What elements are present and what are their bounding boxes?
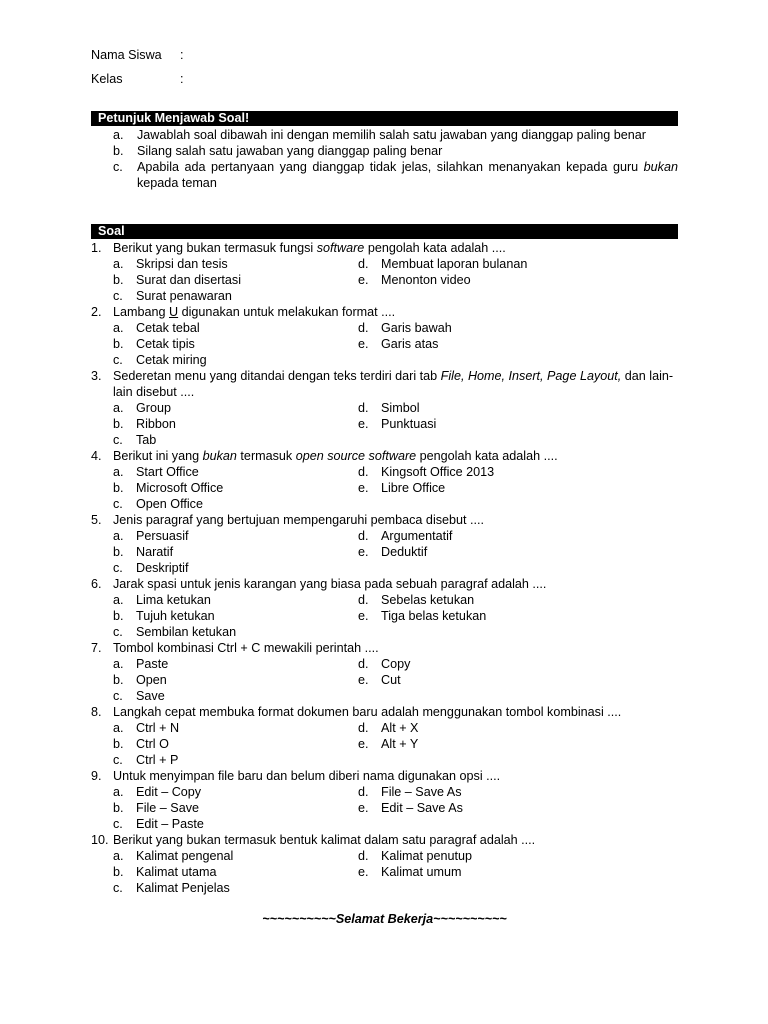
- option-text: Ctrl + P: [136, 753, 179, 767]
- option-e: [358, 416, 436, 432]
- option-row: [91, 336, 678, 352]
- option-text: Surat penawaran: [136, 289, 232, 303]
- question-2: [91, 304, 678, 368]
- question-text: [91, 240, 678, 256]
- option-letter: b.: [113, 865, 124, 879]
- instruction-letter: b.: [113, 144, 124, 158]
- option-letter: b.: [113, 673, 124, 687]
- option-row: [91, 496, 678, 512]
- option-text: Tab: [136, 433, 157, 447]
- question-number: 3.: [91, 369, 102, 383]
- question-text: [91, 368, 678, 400]
- option-letter: c.: [113, 289, 123, 303]
- option-e: [358, 736, 418, 752]
- option-e: [358, 480, 445, 496]
- option-letter: d.: [358, 593, 369, 607]
- option-text: Kalimat Penjelas: [136, 881, 230, 895]
- option-text: Garis bawah: [381, 321, 452, 335]
- instruction-text-segment: Silang salah satu jawaban yang dianggap paling benar: [137, 144, 443, 158]
- option-row: [91, 720, 678, 736]
- question-text-segment: digunakan untuk melakukan format ....: [178, 305, 396, 319]
- option-text: File – Save As: [381, 785, 462, 799]
- option-c: [113, 624, 236, 640]
- option-letter: a.: [113, 257, 124, 271]
- option-b: [113, 736, 169, 752]
- option-row: [91, 800, 678, 816]
- option-row: [91, 848, 678, 864]
- option-a: [113, 528, 189, 544]
- option-letter: d.: [358, 721, 369, 735]
- option-a: [113, 256, 228, 272]
- option-text: Save: [136, 689, 165, 703]
- option-c: [113, 752, 178, 768]
- option-d: [358, 720, 418, 736]
- question-text-segment: Berikut yang bukan termasuk bentuk kalimat dalam satu paragraf adalah ....: [113, 833, 536, 847]
- question-text-segment: pengolah kata adalah ....: [364, 241, 506, 255]
- option-letter: c.: [113, 689, 123, 703]
- question-text-segment: File, Home, Insert, Page Layout,: [440, 369, 622, 383]
- option-d: [358, 320, 452, 336]
- question-number: 8.: [91, 705, 102, 719]
- option-letter: a.: [113, 401, 124, 415]
- option-row: [91, 864, 678, 880]
- option-e: [358, 800, 463, 816]
- option-letter: c.: [113, 753, 123, 767]
- option-letter: b.: [113, 801, 124, 815]
- option-letter: e.: [358, 273, 369, 287]
- option-b: [113, 336, 195, 352]
- question-4: [91, 448, 678, 512]
- question-6: [91, 576, 678, 640]
- instruction-text-segment: Apabila ada pertanyaan yang dianggap tidak jelas, silahkan menanyakan kepada guru: [137, 160, 644, 174]
- option-letter: b.: [113, 545, 124, 559]
- option-d: [358, 656, 410, 672]
- question-text-segment: Berikut yang bukan termasuk fungsi: [113, 241, 317, 255]
- option-text: Cetak tebal: [136, 321, 200, 335]
- question-7: [91, 640, 678, 704]
- option-text: Open Office: [136, 497, 203, 511]
- option-c: [113, 352, 207, 368]
- option-text: Group: [136, 401, 172, 415]
- option-row: [91, 416, 678, 432]
- option-text: Open: [136, 673, 167, 687]
- option-a: [113, 464, 199, 480]
- option-c: [113, 432, 156, 448]
- student-name-row: [91, 47, 184, 63]
- option-row: [91, 688, 678, 704]
- option-row: [91, 288, 678, 304]
- option-letter: e.: [358, 801, 369, 815]
- option-letter: c.: [113, 561, 123, 575]
- option-letter: a.: [113, 465, 124, 479]
- instructions-list: [91, 127, 678, 191]
- option-letter: d.: [358, 401, 369, 415]
- option-text: Ctrl + N: [136, 721, 180, 735]
- option-d: [358, 592, 474, 608]
- instruction-item: [91, 143, 678, 159]
- option-text: Naratif: [136, 545, 174, 559]
- option-c: [113, 816, 204, 832]
- option-letter: d.: [358, 321, 369, 335]
- question-text-segment: dan lain-lain disebut ....: [113, 369, 674, 399]
- option-text: Edit – Copy: [136, 785, 202, 799]
- option-d: [358, 784, 462, 800]
- option-b: [113, 416, 176, 432]
- question-text: [91, 448, 678, 464]
- option-letter: a.: [113, 721, 124, 735]
- student-class-colon: :: [180, 72, 184, 86]
- option-row: [91, 320, 678, 336]
- option-text: Copy: [381, 657, 411, 671]
- option-letter: e.: [358, 609, 369, 623]
- question-8: [91, 704, 678, 768]
- question-text: [91, 576, 678, 592]
- option-a: [113, 720, 179, 736]
- option-letter: c.: [113, 497, 123, 511]
- option-text: Membuat laporan bulanan: [381, 257, 528, 271]
- option-row: [91, 608, 678, 624]
- option-text: Cetak miring: [136, 353, 207, 367]
- option-e: [358, 544, 427, 560]
- option-text: Microsoft Office: [136, 481, 224, 495]
- option-text: Alt + X: [381, 721, 419, 735]
- question-1: [91, 240, 678, 304]
- question-text-segment: software: [316, 241, 365, 255]
- option-c: [113, 688, 165, 704]
- option-letter: e.: [358, 545, 369, 559]
- option-letter: d.: [358, 657, 369, 671]
- option-text: Skripsi dan tesis: [136, 257, 228, 271]
- question-text-segment: Jenis paragraf yang bertujuan mempengaruhi pembaca disebut ....: [113, 513, 485, 527]
- option-letter: e.: [358, 337, 369, 351]
- option-letter: e.: [358, 417, 369, 431]
- option-letter: a.: [113, 321, 124, 335]
- option-row: [91, 432, 678, 448]
- student-name-colon: :: [180, 48, 184, 62]
- question-text-segment: Lambang: [113, 305, 170, 319]
- question-number: 6.: [91, 577, 102, 591]
- question-text: [91, 640, 678, 656]
- option-text: Garis atas: [381, 337, 439, 351]
- option-text: Deduktif: [381, 545, 428, 559]
- option-text: Edit – Paste: [136, 817, 204, 831]
- option-e: [358, 336, 438, 352]
- option-text: Kalimat penutup: [381, 849, 473, 863]
- option-row: [91, 256, 678, 272]
- option-e: [358, 672, 401, 688]
- option-text: Kingsoft Office 2013: [381, 465, 495, 479]
- option-letter: a.: [113, 593, 124, 607]
- instructions-header: Petunjuk Menjawab Soal!: [91, 111, 678, 126]
- question-text-segment: Untuk menyimpan file baru dan belum diberi nama digunakan opsi ....: [113, 769, 501, 783]
- instruction-letter: a.: [113, 128, 124, 142]
- question-text-segment: Jarak spasi untuk jenis karangan yang biasa pada sebuah paragraf adalah ....: [113, 577, 547, 591]
- option-text: Ribbon: [136, 417, 176, 431]
- option-row: [91, 816, 678, 832]
- question-text-segment: Tombol kombinasi Ctrl + C mewakili perintah ....: [113, 641, 379, 655]
- option-letter: b.: [113, 417, 124, 431]
- option-b: [113, 672, 167, 688]
- option-letter: c.: [113, 817, 123, 831]
- question-number: 9.: [91, 769, 102, 783]
- option-e: [358, 272, 471, 288]
- option-letter: a.: [113, 849, 124, 863]
- option-row: [91, 480, 678, 496]
- question-5: [91, 512, 678, 576]
- option-row: [91, 624, 678, 640]
- option-letter: e.: [358, 673, 369, 687]
- option-letter: c.: [113, 433, 123, 447]
- question-text-segment: Sederetan menu yang ditandai dengan teks terdiri dari tab: [113, 369, 441, 383]
- option-d: [358, 528, 452, 544]
- question-text: [91, 304, 678, 320]
- footer-greeting: ~~~~~~~~~~Selamat Bekerja~~~~~~~~~~: [262, 912, 507, 926]
- option-text: Edit – Save As: [381, 801, 463, 815]
- option-letter: a.: [113, 529, 124, 543]
- option-text: Sembilan ketukan: [136, 625, 237, 639]
- option-row: [91, 352, 678, 368]
- option-row: [91, 880, 678, 896]
- option-letter: e.: [358, 481, 369, 495]
- option-text: Cetak tipis: [136, 337, 195, 351]
- question-text-segment: Langkah cepat membuka format dokumen baru adalah menggunakan tombol kombinasi ....: [113, 705, 622, 719]
- question-10: [91, 832, 678, 896]
- question-text-segment: pengolah kata adalah ....: [416, 449, 558, 463]
- option-letter: b.: [113, 273, 124, 287]
- question-3: [91, 368, 678, 448]
- question-text: [91, 512, 678, 528]
- question-number: 4.: [91, 449, 102, 463]
- instruction-item: [91, 127, 678, 143]
- option-text: Deskriptif: [136, 561, 189, 575]
- option-letter: c.: [113, 881, 123, 895]
- question-text-segment: bukan: [202, 449, 237, 463]
- question-text-segment: Berikut ini yang: [113, 449, 203, 463]
- option-letter: b.: [113, 737, 124, 751]
- option-text: Argumentatif: [381, 529, 453, 543]
- option-letter: a.: [113, 657, 124, 671]
- option-b: [113, 480, 223, 496]
- option-a: [113, 656, 168, 672]
- instruction-text-segment: kepada teman: [137, 176, 217, 190]
- option-a: [113, 848, 233, 864]
- option-text: Punktuasi: [381, 417, 437, 431]
- question-text: [91, 768, 678, 784]
- option-text: Sebelas ketukan: [381, 593, 475, 607]
- option-letter: b.: [113, 609, 124, 623]
- option-text: Start Office: [136, 465, 199, 479]
- option-a: [113, 592, 211, 608]
- questions-header: Soal: [91, 224, 678, 239]
- option-letter: b.: [113, 337, 124, 351]
- option-text: Menonton video: [381, 273, 471, 287]
- option-letter: d.: [358, 257, 369, 271]
- option-text: Kalimat utama: [136, 865, 217, 879]
- option-text: Cut: [381, 673, 401, 687]
- option-c: [113, 288, 232, 304]
- question-number: 7.: [91, 641, 102, 655]
- question-text: [91, 832, 678, 848]
- question-number: 10.: [91, 833, 109, 847]
- instruction-letter: c.: [113, 160, 123, 174]
- option-row: [91, 736, 678, 752]
- option-letter: e.: [358, 865, 369, 879]
- option-e: [358, 864, 461, 880]
- option-row: [91, 464, 678, 480]
- option-letter: d.: [358, 849, 369, 863]
- option-c: [113, 880, 230, 896]
- question-number: 5.: [91, 513, 102, 527]
- option-c: [113, 496, 203, 512]
- option-d: [358, 400, 420, 416]
- question-number: 2.: [91, 305, 102, 319]
- option-row: [91, 400, 678, 416]
- option-text: Tujuh ketukan: [136, 609, 215, 623]
- option-text: Ctrl O: [136, 737, 169, 751]
- option-row: [91, 752, 678, 768]
- instruction-item: [91, 159, 678, 191]
- questions-list: [91, 240, 678, 896]
- option-row: [91, 560, 678, 576]
- option-c: [113, 560, 188, 576]
- question-text-segment: open source software: [295, 449, 417, 463]
- option-letter: b.: [113, 481, 124, 495]
- option-b: [113, 608, 215, 624]
- option-row: [91, 544, 678, 560]
- option-text: Simbol: [381, 401, 420, 415]
- student-class-row: [91, 71, 184, 87]
- option-b: [113, 272, 241, 288]
- option-d: [358, 848, 472, 864]
- option-letter: d.: [358, 529, 369, 543]
- option-row: [91, 592, 678, 608]
- option-text: Kalimat umum: [381, 865, 462, 879]
- option-e: [358, 608, 486, 624]
- option-d: [358, 256, 527, 272]
- option-letter: d.: [358, 465, 369, 479]
- option-a: [113, 784, 201, 800]
- option-row: [91, 672, 678, 688]
- option-row: [91, 784, 678, 800]
- option-text: Alt + Y: [381, 737, 419, 751]
- instruction-text-segment: Jawablah soal dibawah ini dengan memilih salah satu jawaban yang dianggap paling benar: [137, 128, 647, 142]
- option-letter: c.: [113, 625, 123, 639]
- option-a: [113, 320, 200, 336]
- student-class-label: Kelas: [91, 72, 123, 86]
- option-text: Paste: [136, 657, 169, 671]
- option-text: File – Save: [136, 801, 199, 815]
- option-text: Persuasif: [136, 529, 189, 543]
- option-text: Lima ketukan: [136, 593, 211, 607]
- option-text: Kalimat pengenal: [136, 849, 234, 863]
- option-a: [113, 400, 171, 416]
- option-row: [91, 272, 678, 288]
- option-text: Tiga belas ketukan: [381, 609, 487, 623]
- question-text: [91, 704, 678, 720]
- option-d: [358, 464, 494, 480]
- option-b: [113, 800, 199, 816]
- question-number: 1.: [91, 241, 102, 255]
- option-row: [91, 528, 678, 544]
- question-text-segment: U: [169, 305, 179, 319]
- question-text-segment: termasuk: [236, 449, 296, 463]
- question-9: [91, 768, 678, 832]
- option-b: [113, 864, 217, 880]
- option-text: Surat dan disertasi: [136, 273, 242, 287]
- instruction-text-segment: bukan: [643, 160, 678, 174]
- option-row: [91, 656, 678, 672]
- option-letter: e.: [358, 737, 369, 751]
- option-letter: d.: [358, 785, 369, 799]
- option-letter: a.: [113, 785, 124, 799]
- option-letter: c.: [113, 353, 123, 367]
- option-text: Libre Office: [381, 481, 446, 495]
- option-b: [113, 544, 173, 560]
- student-name-label: Nama Siswa: [91, 48, 162, 62]
